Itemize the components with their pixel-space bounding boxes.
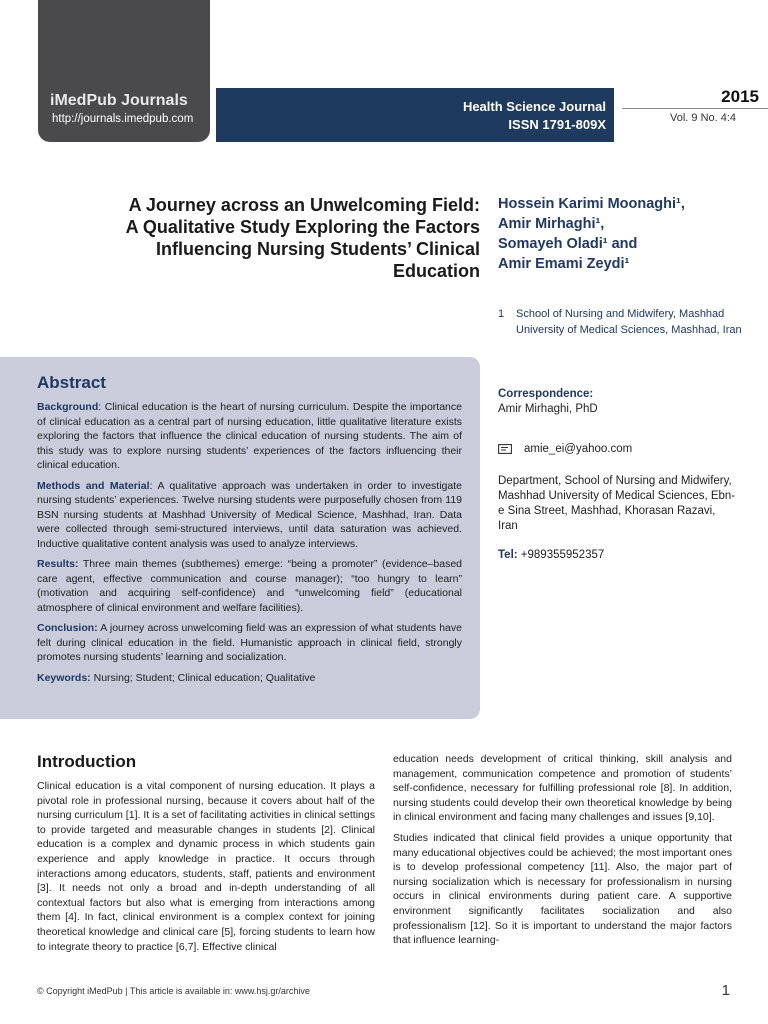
telephone (498, 549, 604, 561)
email-row (498, 443, 632, 455)
background-label: Background (37, 401, 99, 413)
abstract-background (37, 400, 462, 473)
author-name: Hossein Karimi Moonaghi¹, (498, 196, 685, 212)
author-name: Amir Mirhaghi¹, (498, 216, 605, 232)
conclusion-label: Conclusion: (37, 622, 98, 634)
body-paragraph: Studies indicated that clinical field provides a unique opportunity that many educational objectives could be achieved; the most important ones is to develop professional competency [11]. Also, the major part of nursing socialization which is necessary for professionalism in nursing occurs in clinical environments during patient care. A supportive environment significantly facilitates socialization and also professionalism [12]. So it is important to understand the major factors that influence learning- (393, 831, 732, 947)
abstract-heading: Abstract (37, 373, 106, 392)
body-column-right (393, 752, 732, 954)
correspondence-address: Department, School of Nursing and Midwifery, Mashhad University of Medical Sciences, Ebn-e Sina Street, Mashhad, Khorasan Razavi, Iran (498, 475, 736, 532)
results-text: Three main themes (subthemes) emerge: “being a promoter” (evidence–based care agent, effective communication and course manager); “too hungry to learn” (motivation and acquiring self-confidence) and “unwelcoming field” (educational atmosphere of clinical environment and welfare facilities). (37, 558, 462, 614)
journal-issn: ISSN 1791-809X (508, 117, 606, 132)
header-divider (622, 108, 768, 109)
body-column-left (37, 779, 375, 960)
background-text: : Clinical education is the heart of nursing curriculum. Despite the importance of clinical education as a central part of nursing education, little qualitative literature exists exploring the factors that influence the clinical education of nursing students. The aim of this study was to explore nursing students’ experiences of the factors influencing their clinical education. (37, 401, 462, 471)
affiliation-number: 1 (498, 308, 505, 320)
author-name: Somayeh Oladi¹ and (498, 236, 638, 252)
body-paragraph: education needs development of critical thinking, skill analysis and management, communication competence and promotion of students’ self-confidence, necessary for fulfilling professional role [8]. In addition, nursing students could develop their own theoretical knowledge by being in clinical environment and facing many challenges and issues [9,10]. (393, 753, 732, 824)
publisher-url-link[interactable]: http://journals.imedpub.com (52, 113, 194, 125)
volume-issue: Vol. 9 No. 4:4 (670, 112, 737, 124)
abstract-body (37, 400, 462, 691)
author-name: Amir Emami Zeydi¹ (498, 256, 630, 272)
abstract-methods (37, 479, 462, 552)
telephone-label: Tel: (498, 549, 518, 561)
page-number: 1 (721, 982, 730, 999)
author-list (498, 194, 758, 274)
introduction-heading: Introduction (37, 752, 137, 771)
keywords-label: Keywords: (37, 671, 91, 684)
publication-year: 2015 (721, 87, 759, 106)
abstract-conclusion (37, 621, 462, 665)
envelope-icon (498, 444, 512, 454)
affiliation (498, 306, 748, 338)
keywords-text: Nursing; Student; Clinical education; Qualitative (90, 671, 316, 684)
correspondence-name: Amir Mirhaghi, PhD (498, 403, 598, 415)
correspondence-label: Correspondence: (498, 388, 594, 400)
abstract-results (37, 557, 462, 615)
article-title: A Journey across an Unwelcoming Field: A Qualitative Study Exploring the Factors Influencing Nursing Students’ Clinical Education (125, 195, 480, 281)
abstract-keywords (37, 671, 462, 686)
body-paragraph: Clinical education is a vital component of nursing education. It plays a pivotal role in professional nursing, because it covers about half of the nursing curriculum [1]. It is a set of facilitating activities in clinical settings to provide targeted and measurable changes in students [2]. Clinical education is a complex and dynamic process in which students gain experience and apply knowledge in practice. It occurs through interactions among educators, students, staff, patients and environment [3]. It needs not only a broad and in-depth understanding of all contextual factors but also what is emerging from interactions among them [4]. In fact, clinical environment is a complex context for joining theoretical knowledge and clinical care [5], forcing students to learn how to integrate theory to practice [6,7]. Effective clinical (37, 780, 375, 953)
affiliation-text: School of Nursing and Midwifery, Mashhad University of Medical Sciences, Mashhad, Iran (516, 308, 742, 336)
journal-banner (216, 88, 614, 142)
results-label: Results: (37, 558, 79, 570)
journal-name: Health Science Journal (462, 99, 606, 114)
methods-label: Methods and Material (37, 479, 150, 492)
footer-copyright: © Copyright iMedPub | This article is available in: www.hsj.gr/archive (37, 986, 310, 996)
publisher-logo-block (38, 0, 210, 142)
publisher-name: iMedPub Journals (50, 92, 188, 109)
telephone-number: +989355952357 (517, 549, 605, 561)
email-link[interactable]: amie_ei@yahoo.com (524, 443, 633, 455)
conclusion-text: A journey across unwelcoming field was an expression of what students have felt during clinical education in the field. Humanistic approach in clinical field, strongly promotes nursing students’ learning and socialization. (37, 622, 462, 663)
methods-text: : A qualitative approach was undertaken in order to investigate nursing students’ experiences. Twelve nursing students were purposefully chosen from 119 BSN nursing students at Mashhad University of Medical Science, Mashhad, Iran. Data were collected through semi-structured interviews, until data saturation was achieved. Inductive qualitative content analysis was used to analyze interviews. (37, 479, 462, 550)
